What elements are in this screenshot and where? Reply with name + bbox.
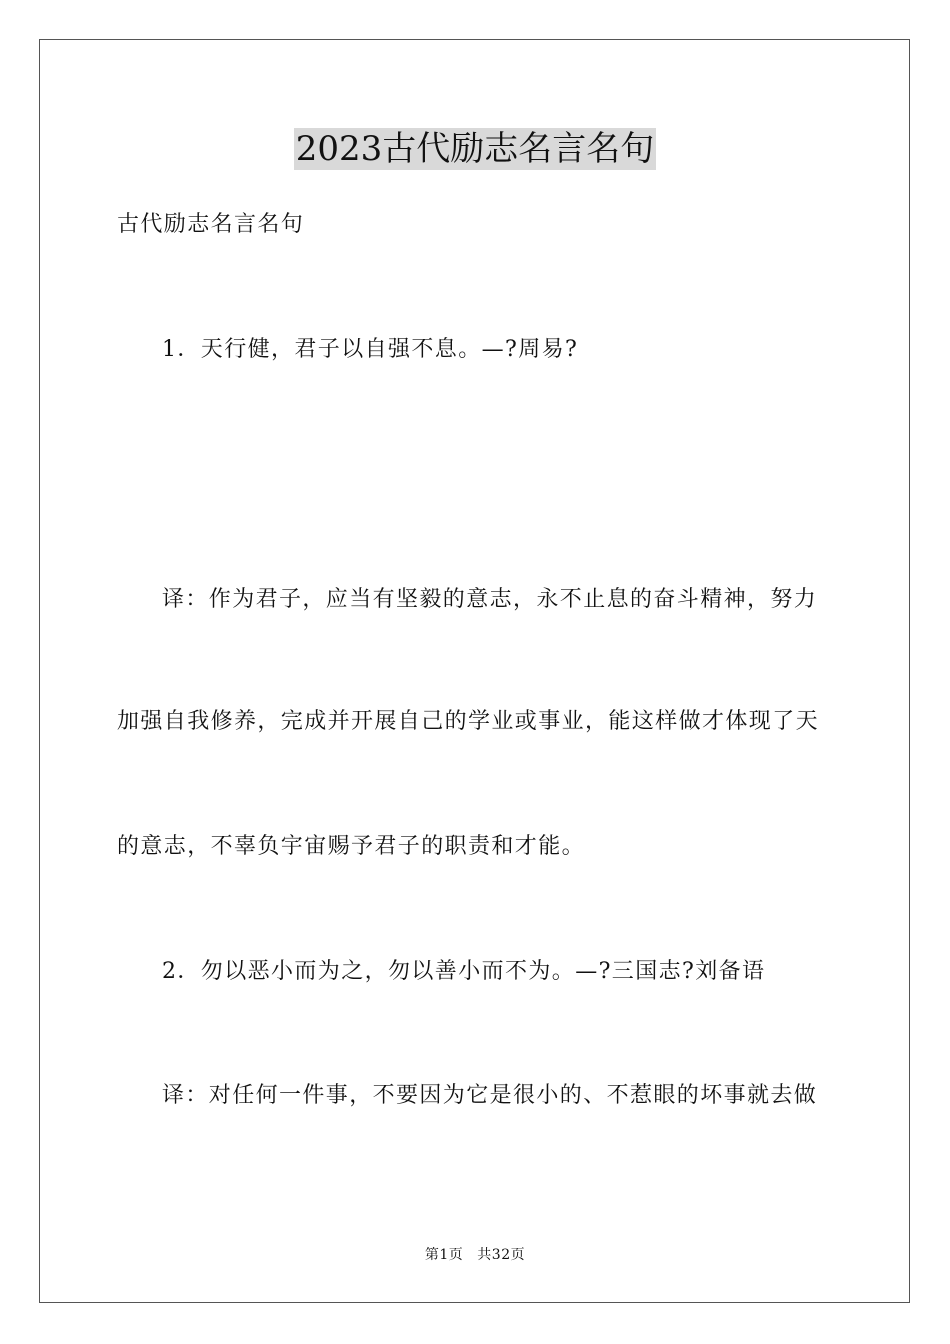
title-container (0, 128, 950, 170)
page-total: 共32页 (477, 1247, 526, 1263)
quote-1: 1．天行健，君子以自强不息。—?周易? (162, 337, 579, 362)
page-number: 第1页 (424, 1247, 464, 1263)
page-footer (0, 1246, 950, 1264)
document-subtitle: 古代励志名言名句 (117, 212, 305, 237)
document-title: 2023古代励志名言名句 (295, 129, 655, 169)
translation-1-line-3: 的意志，不辜负宇宙赐予君子的职责和才能。 (117, 834, 586, 859)
quote-2: 2．勿以恶小而为之，勿以善小而不为。—?三国志?刘备语 (162, 959, 766, 984)
translation-1-line-2: 加强自我修养，完成并开展自己的学业或事业，能这样做才体现了天 (117, 709, 820, 734)
translation-2-line-1: 译：对任何一件事，不要因为它是很小的、不惹眼的坏事就去做 (162, 1083, 818, 1108)
translation-1-line-1: 译：作为君子，应当有坚毅的意志，永不止息的奋斗精神，努力 (162, 587, 818, 612)
